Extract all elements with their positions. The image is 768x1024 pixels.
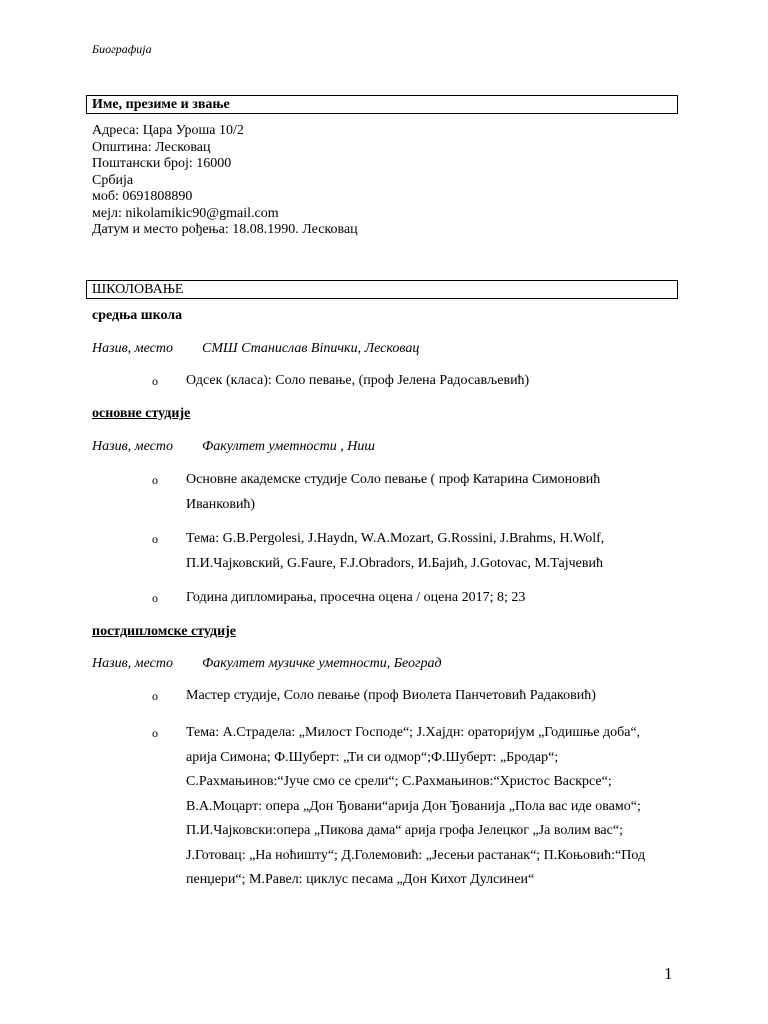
name-place-value: Факултет уметности , Ниш (202, 439, 375, 454)
bullet-icon: o (152, 591, 158, 605)
postgraduate-studies-title: постдипломске студије (92, 624, 237, 639)
bullet-icon: o (152, 473, 158, 487)
address-line: Адреса: Цара Уроша 10/2 (92, 123, 244, 138)
list-item (152, 684, 672, 709)
basic-studies-name-place (92, 439, 375, 455)
list-item-text: Година дипломирања, просечна оцена / оцена 2017; 8; 23 (186, 590, 526, 605)
list-item-text: Тема: А.Страдела: „Милост Господе“; Ј.Хајдн: ораторијум „Годишње доба“, арија Симона; Ф.Шуберт: „Ти си одмор“;Ф.Шуберт: „Бродар“; С.Рахмањинов:“Јуче смо се срели“; С.Рахмањинов:“Христос Васкрсе“; В.А.Моцарт: опера „Дон Ђовани“арија Дон Ђованија „Пола вас иде овамо“; П.И.Чајковски:опера „Пикова дама“ арија грофа Јелецког „Ја волим вас“; Ј.Готовац: „На ноћишту“; Д.Големовић: „Јесењи растанак“; П.Коњовић:“Под пенџери“; М.Равел: циклус песама „Дон Кихот Дулсинеи“ (186, 725, 646, 887)
country-line: Србија (92, 172, 134, 188)
list-item (152, 586, 672, 611)
bullet-icon: o (152, 532, 158, 546)
education-heading: ШКОЛОВАЊЕ (86, 280, 678, 299)
mobile-line: моб: 0691808890 (92, 189, 193, 204)
municipality-line: Општина: Лесковац (92, 139, 211, 155)
name-place-value: СМШ Станислав Binички, Лесковац (202, 341, 420, 356)
name-place-label: Назив, место (92, 341, 173, 356)
postgraduate-name-place (92, 656, 442, 672)
list-item-text: Основне академске студије Соло певање ( проф Катарина Симоновић Иванковић) (186, 472, 601, 512)
list-item-text: Мастер студије, Соло певање (проф Виолета Панчетовић Радаковић) (186, 688, 596, 703)
bullet-icon: o (152, 374, 158, 388)
birth-line: Датум и место рођења: 18.08.1990. Лесковац (92, 222, 358, 237)
list-item (152, 369, 672, 394)
name-place-label: Назив, место (92, 656, 173, 671)
list-item-text: Тема: G.B.Pergolesi, J.Haydn, W.A.Mozart, G.Rossini, J.Brahms, H.Wolf, П.И.Чајковский, G.Faure, F.J.Obradors, И.Бајић, J.Gotovac, М.Тајчевић (186, 531, 605, 571)
list-item-text: Одсек (класа): Соло певање, (проф Јелена Радосављевић) (186, 373, 530, 388)
page-number: 1 (664, 964, 673, 983)
secondary-school-title: средња школа (92, 308, 183, 323)
basic-studies-title: основне студије (92, 406, 191, 421)
postal-code-line: Поштански број: 16000 (92, 156, 232, 171)
bullet-icon: o (152, 689, 158, 703)
bullet-icon: o (152, 726, 158, 740)
running-header: Биографија (92, 42, 152, 56)
secondary-school-name-place (92, 341, 419, 357)
email-line: мејл: nikolamikic90@gmail.com (92, 205, 279, 221)
list-item (152, 468, 672, 517)
personal-heading: Име, презиме и звање (86, 95, 678, 114)
list-item (152, 527, 672, 576)
name-place-label: Назив, место (92, 439, 173, 454)
name-place-value: Факултет музичке уметности, Београд (202, 656, 442, 671)
list-item (152, 721, 672, 893)
contact-block (92, 123, 358, 239)
